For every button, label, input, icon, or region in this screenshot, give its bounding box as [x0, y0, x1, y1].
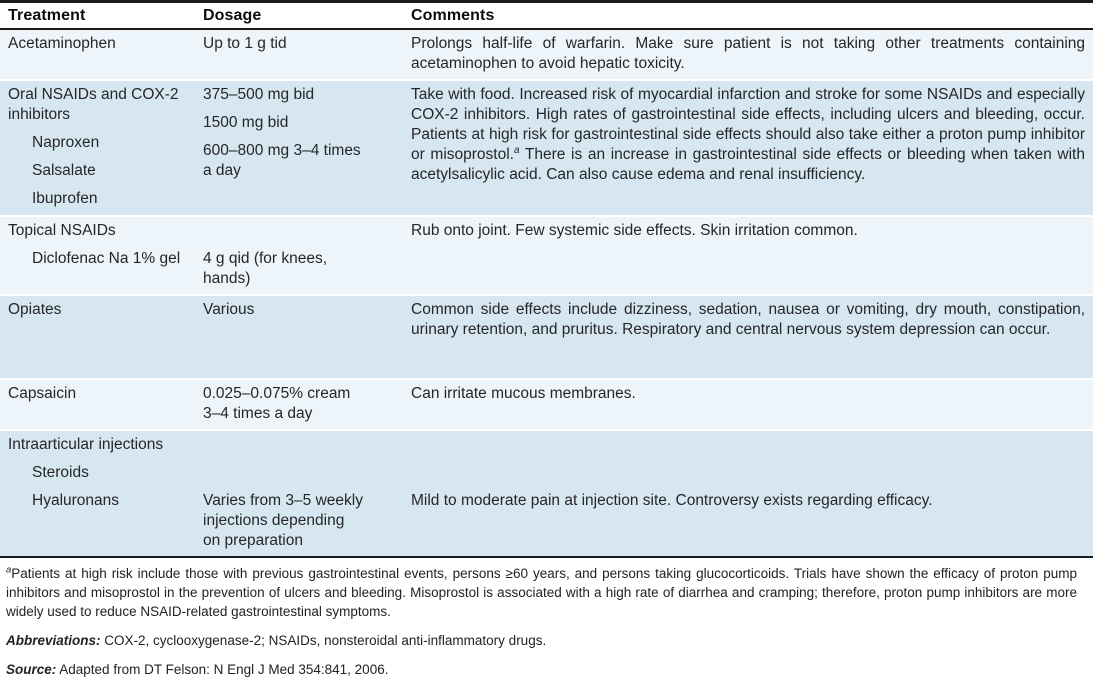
- dosage-cell: [195, 34, 403, 74]
- comments-text: Prolongs half-life of warfarin. Make sure patient is not taking other treatments containing acetaminophen to avoid hepatic toxicity.: [411, 35, 1085, 72]
- text-line: Diclofenac Na 1% gel: [32, 250, 181, 267]
- dosage-item: [203, 34, 403, 54]
- treatment-item: [8, 34, 195, 54]
- text-line: Acetaminophen: [8, 35, 116, 52]
- treatment-subitem: [8, 463, 195, 483]
- footnote-source: [6, 660, 1077, 679]
- footnotes: [0, 558, 1085, 679]
- source-label: Source:: [6, 662, 57, 677]
- comments-text: Take with food. Increased risk of myocardial infarction and stroke for some NSAIDs and especially COX-2 inhibitors. High rates of gastrointestinal side effects, including ulcers and bleeding, occur. Patients at high risk for gastrointestinal side effects should also take either a proton pump inhibitor or misoprostol.$^a$ There is an increase in gastrointestinal side effects or bleeding when taken with acetylsalicylic acid. Can also cause edema and renal insufficiency.: [411, 86, 1085, 183]
- treatment-cell: [0, 34, 195, 74]
- comments-cell: [403, 85, 1093, 210]
- footnote-a: [6, 564, 1077, 621]
- text-line: on preparation: [203, 532, 303, 549]
- table-row: [0, 380, 1093, 429]
- treatment-subitem: [8, 133, 195, 153]
- table-row: [0, 81, 1093, 215]
- comments-text: Mild to moderate pain at injection site. Controversy exists regarding efficacy.: [411, 492, 933, 509]
- treatment-item: [8, 435, 195, 455]
- comments-cell: [403, 300, 1093, 373]
- table-row: [0, 431, 1093, 556]
- text-line: Varies from 3–5 weekly: [203, 492, 363, 509]
- column-header-dosage: Dosage: [203, 7, 262, 24]
- comments-cell: [403, 221, 1093, 289]
- treatment-cell: [0, 221, 195, 289]
- treatment-item: [8, 221, 195, 241]
- treatment-cell: [0, 85, 195, 210]
- text-line: inhibitors: [8, 106, 71, 123]
- text-line: Salsalate: [32, 162, 96, 179]
- treatment-subitem: [8, 189, 195, 209]
- comments-cell: [403, 34, 1093, 74]
- text-line: Oral NSAIDs and COX-2: [8, 86, 179, 103]
- treatment-item: [8, 384, 195, 404]
- dosage-item: [203, 491, 403, 551]
- column-header-comments: Comments: [411, 7, 495, 24]
- abbreviations-label: Abbreviations:: [6, 633, 101, 648]
- source-text: Adapted from DT Felson: N Engl J Med 354:841, 2006.: [56, 662, 389, 677]
- text-line: 375–500 mg bid: [203, 86, 315, 103]
- text-line: Capsaicin: [8, 385, 77, 402]
- comments-cell: [403, 435, 1093, 551]
- comments-text: Can irritate mucous membranes.: [411, 385, 636, 402]
- text-line: Hyaluronans: [32, 492, 120, 509]
- text-line: Ibuprofen: [32, 190, 98, 207]
- dosage-cell: [195, 384, 403, 424]
- dosage-item: [203, 85, 403, 105]
- table-row: [0, 30, 1093, 79]
- abbreviations-text: COX-2, cyclooxygenase-2; NSAIDs, nonsteroidal anti-inflammatory drugs.: [100, 633, 547, 648]
- footnote-a-text: Patients at high risk include those with previous gastrointestinal events, persons ≥60 years, and persons taking glucocorticoids. Trials have shown the efficacy of proton pump inhibitors and misoprostol in the prevention of ulcers and bleeding. Misoprostol is associated with a high rate of diarrhea and cramping; therefore, proton pump inhibitors are more widely used to reduce NSAID-related gastrointestinal symptoms.: [6, 566, 1077, 619]
- text-line: Opiates: [8, 301, 62, 318]
- dosage-cell: [195, 221, 403, 289]
- text-line: 0.025–0.075% cream: [203, 385, 351, 402]
- text-line: 4 g qid (for knees,: [203, 250, 328, 267]
- table-row: [0, 217, 1093, 294]
- treatment-item: [8, 85, 195, 125]
- treatment-subitem: [8, 491, 195, 511]
- treatment-subitem: [8, 161, 195, 181]
- table-header-row: [0, 0, 1093, 30]
- text-line: a day: [203, 162, 241, 179]
- column-header-treatment: Treatment: [8, 7, 86, 24]
- text-line: 600–800 mg 3–4 times: [203, 142, 361, 159]
- table-row: [0, 296, 1093, 378]
- text-line: Various: [203, 301, 255, 318]
- text-line: injections depending: [203, 512, 345, 529]
- text-line: 3–4 times a day: [203, 405, 313, 422]
- dosage-item: [203, 249, 403, 289]
- treatment-cell: [0, 384, 195, 424]
- text-line: Naproxen: [32, 134, 100, 151]
- dosage-item: [203, 300, 403, 320]
- dosage-cell: [195, 435, 403, 551]
- dosage-cell: [195, 85, 403, 210]
- comments-text: Common side effects include dizziness, sedation, nausea or vomiting, dry mouth, constipation, urinary retention, and pruritus. Respiratory and central nervous system depression can occur.: [411, 301, 1085, 338]
- text-line: 1500 mg bid: [203, 114, 289, 131]
- dosage-item: [203, 113, 403, 133]
- treatment-subitem: [8, 249, 195, 269]
- treatment-item: [8, 300, 195, 320]
- comments-cell: [403, 384, 1093, 424]
- dosage-cell: [195, 300, 403, 373]
- treatment-cell: [0, 435, 195, 551]
- footnote-abbreviations: [6, 631, 1077, 650]
- dosage-item: [203, 141, 403, 181]
- text-line: hands): [203, 270, 251, 287]
- dosage-item: [203, 384, 403, 424]
- text-line: Intraarticular injections: [8, 436, 164, 453]
- table-body: [0, 30, 1093, 558]
- superscript-marker: a: [513, 144, 520, 156]
- text-line: Topical NSAIDs: [8, 222, 116, 239]
- treatment-cell: [0, 300, 195, 373]
- footnote-a-marker: a: [6, 564, 12, 576]
- text-line: Up to 1 g tid: [203, 35, 287, 52]
- comments-text: Rub onto joint. Few systemic side effects. Skin irritation common.: [411, 222, 858, 239]
- text-line: Steroids: [32, 464, 89, 481]
